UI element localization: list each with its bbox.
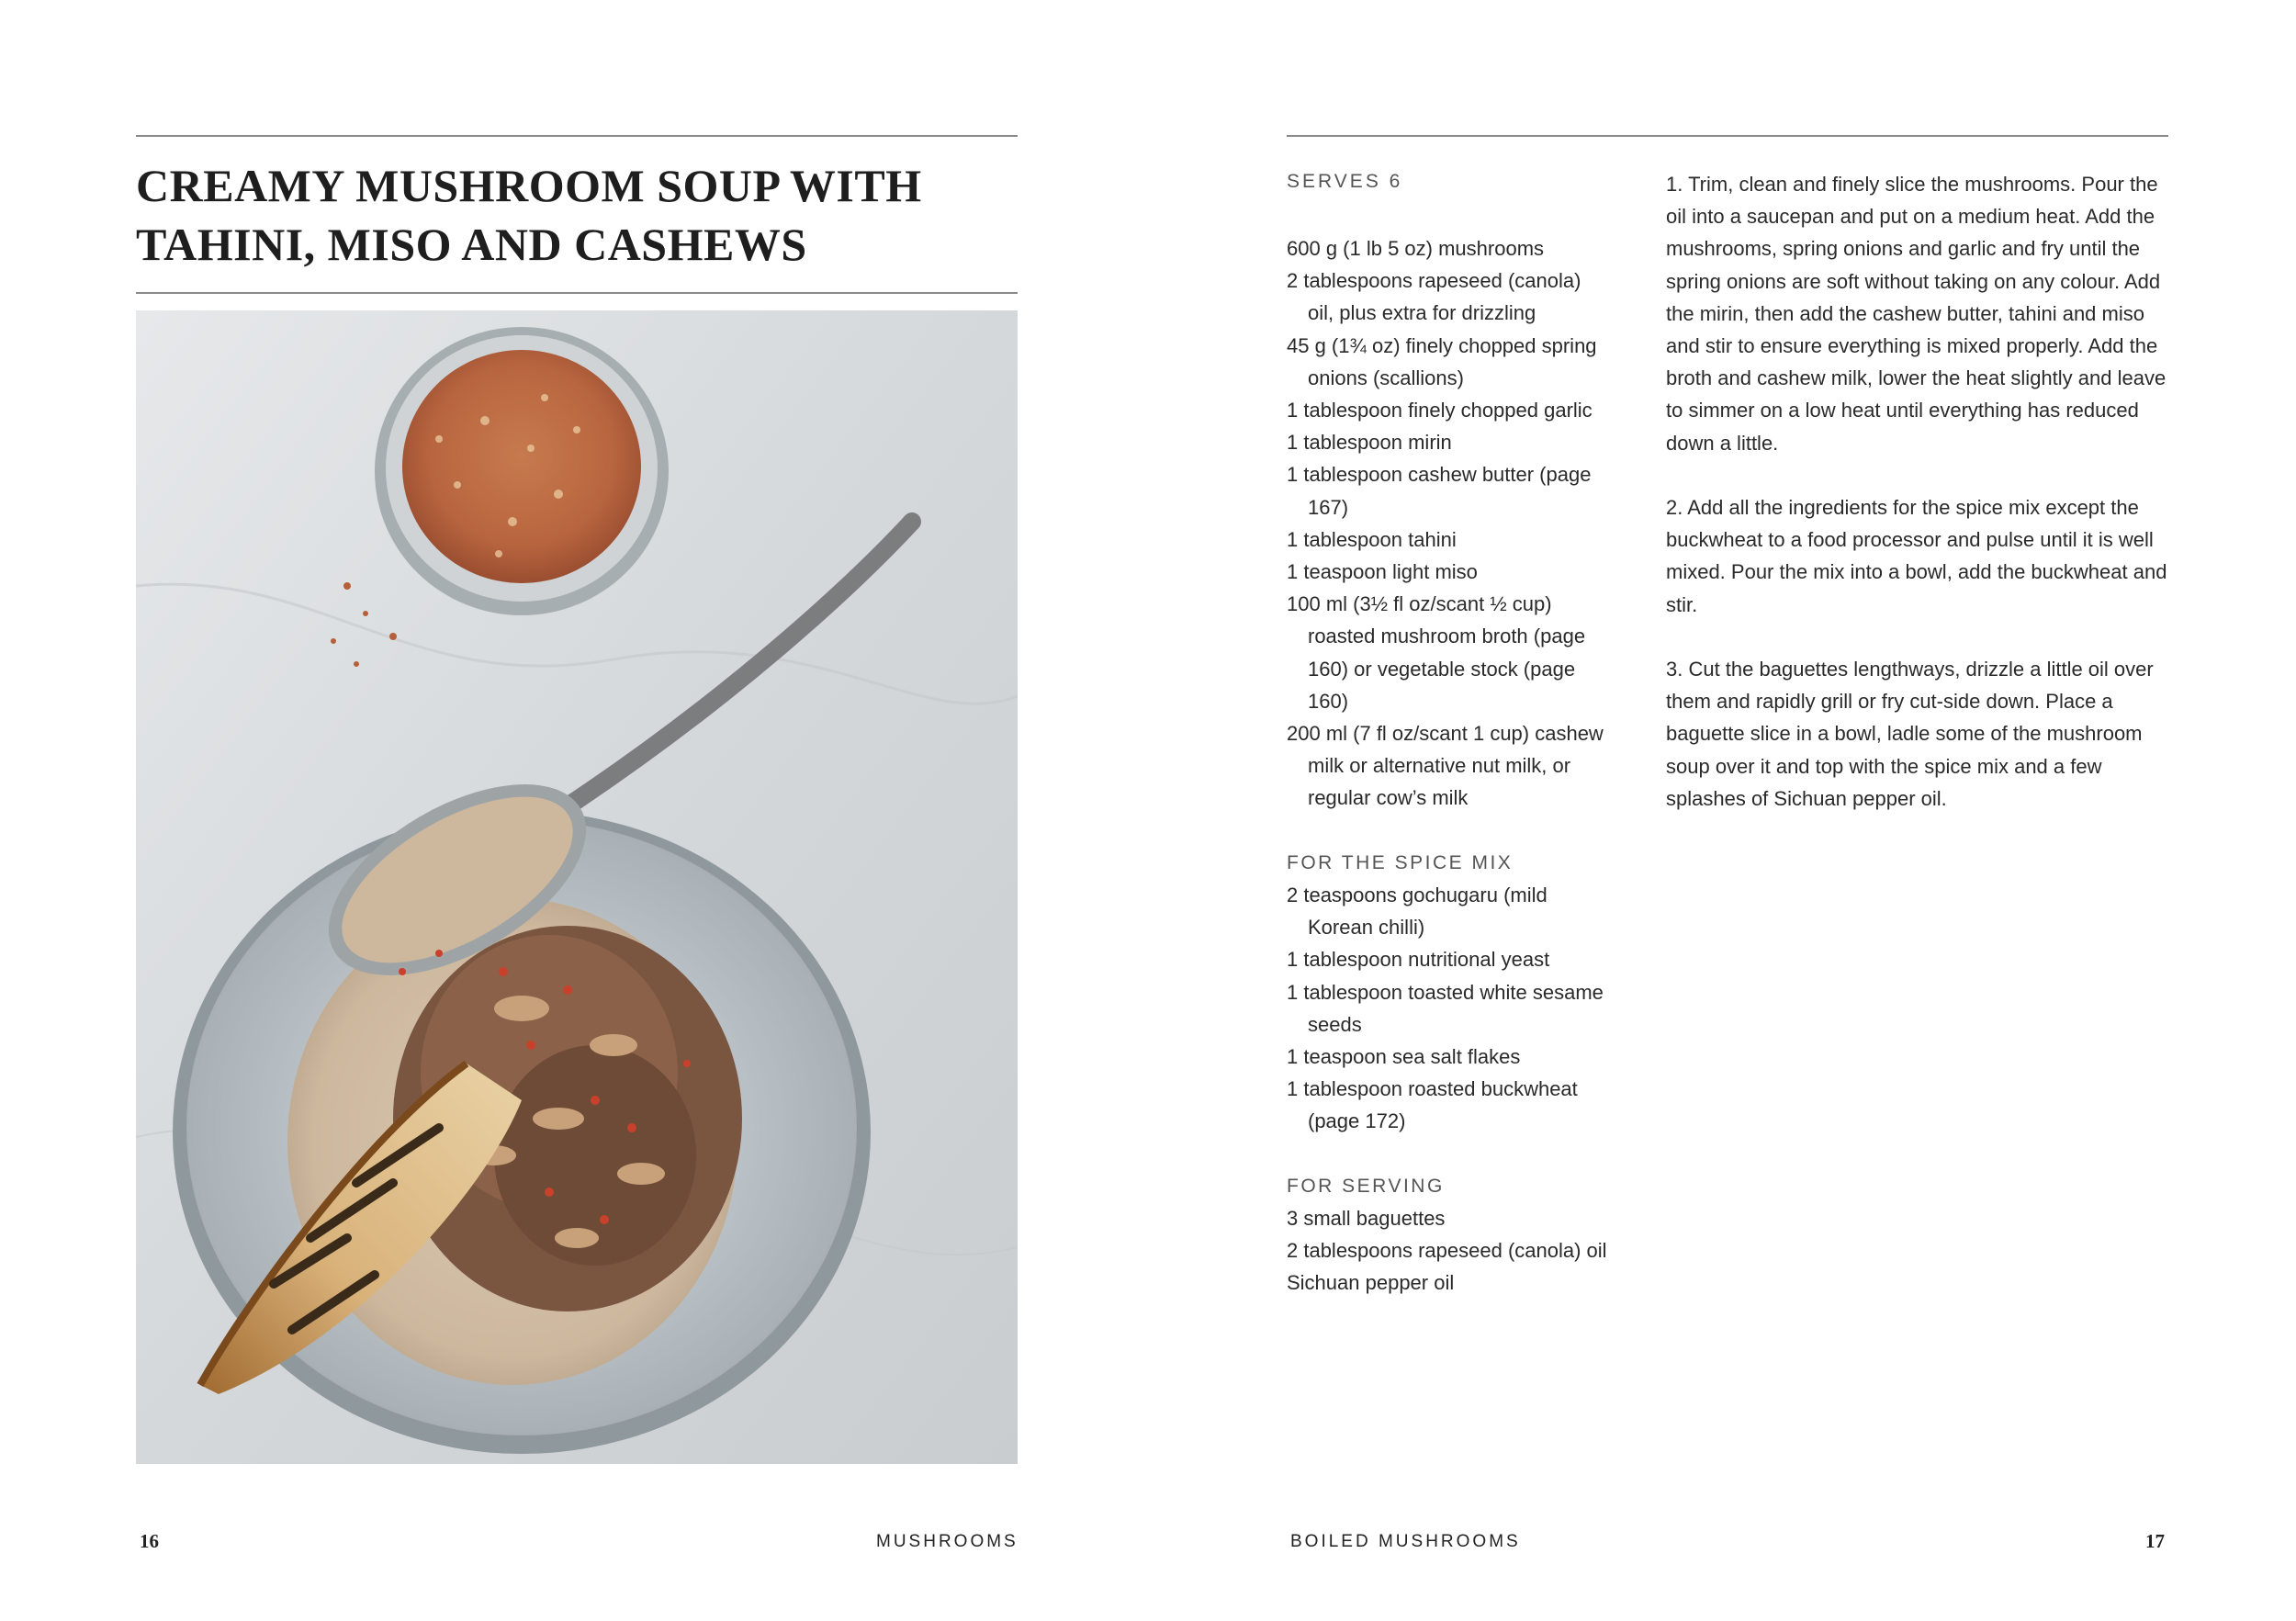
spice-mix-item: 2 teaspoons gochugaru (mild Korean chilli) (1287, 884, 1548, 940)
ingredient-item: 600 g (1 lb 5 oz) mushrooms (1287, 237, 1545, 260)
ingredient-item: 45 g (1¾ oz) finely chopped spring onions (scallions) (1287, 333, 1597, 389)
title-bold-word: MUSHROOM (355, 160, 646, 211)
ingredients-column (1287, 232, 1608, 1300)
serving-item: Sichuan pepper oil (1287, 1271, 1455, 1295)
spice-mix-item: 1 tablespoon roasted buckwheat (page 172) (1287, 1077, 1578, 1133)
main-ingredients-list (1287, 232, 1608, 815)
top-rule (136, 135, 1018, 137)
title-suffix: SOUP WITH TAHINI, MISO AND CASHEWS (136, 160, 922, 270)
ingredient-item: 2 tablespoons rapeseed (canola) oil, plus extra for drizzling (1287, 269, 1581, 325)
ingredient-item: 1 tablespoon mirin (1287, 431, 1452, 455)
method-step-3: 3. Cut the baguettes lengthways, drizzle a little oil over them and rapidly grill or fry cut-side down. Place a baguette slice in a bowl, ladle some of the mushroom soup over it and top with the spice mix and a few splashes of Sichuan pepper oil. (1666, 658, 2154, 810)
section-label-left: MUSHROOMS (876, 1532, 1019, 1551)
page-number-right: 17 (2145, 1530, 2165, 1552)
ingredient-item: 1 tablespoon cashew butter (page 167) (1287, 463, 1592, 519)
ingredient-item: 1 teaspoon light miso (1287, 560, 1478, 584)
recipe-title (136, 156, 1018, 274)
serving-heading: FOR SERVING (1287, 1175, 1445, 1197)
title-rule (136, 292, 1018, 294)
ingredient-item: 200 ml (7 fl oz/scant 1 cup) cashew milk or alternative nut milk, or regular cow’s milk (1287, 722, 1604, 810)
page-number-left: 16 (140, 1530, 159, 1552)
serves-label: SERVES 6 (1287, 171, 1403, 192)
top-rule-right (1287, 135, 2168, 137)
recipe-photo (136, 310, 1018, 1464)
section-label-right: BOILED MUSHROOMS (1290, 1532, 1521, 1551)
spice-mix-heading: FOR THE SPICE MIX (1287, 851, 1514, 873)
spice-mix-item: 1 teaspoon sea salt flakes (1287, 1045, 1521, 1069)
ingredient-item: 100 ml (3½ fl oz/scant ½ cup) roasted mushroom broth (page 160) or vegetable stock (page 160) (1287, 592, 1586, 713)
method-step-2: 2. Add all the ingredients for the spice mix except the buckwheat to a food processor and pulse until it is well mixed. Pour the mix into a bowl, add the buckwheat and stir. (1666, 496, 2167, 616)
spice-mix-item: 1 tablespoon nutritional yeast (1287, 948, 1550, 972)
spice-mix-item: 1 tablespoon toasted white sesame seeds (1287, 980, 1604, 1036)
ingredient-item: 1 tablespoon tahini (1287, 527, 1457, 551)
serving-item: 3 small baguettes (1287, 1207, 1446, 1231)
ingredient-item: 1 tablespoon finely chopped garlic (1287, 399, 1593, 422)
spice-mix-list (1287, 879, 1608, 1138)
method-column (1666, 168, 2180, 847)
serving-list (1287, 1202, 1608, 1300)
serving-item: 2 tablespoons rapeseed (canola) oil (1287, 1239, 1607, 1263)
title-prefix: CREAMY (136, 160, 356, 211)
method-step-1: 1. Trim, clean and finely slice the mushrooms. Pour the oil into a saucepan and put on a medium heat. Add the mushrooms, spring onions and garlic and fry until the spring onions are soft without taking on any colour. Add the mirin, then add the cashew butter, tahini and miso and stir to ensure everything is mixed properly. Add the broth and cashew milk, lower the heat slightly and leave to simmer on a low heat until everything has reduced down a little. (1666, 173, 2167, 455)
